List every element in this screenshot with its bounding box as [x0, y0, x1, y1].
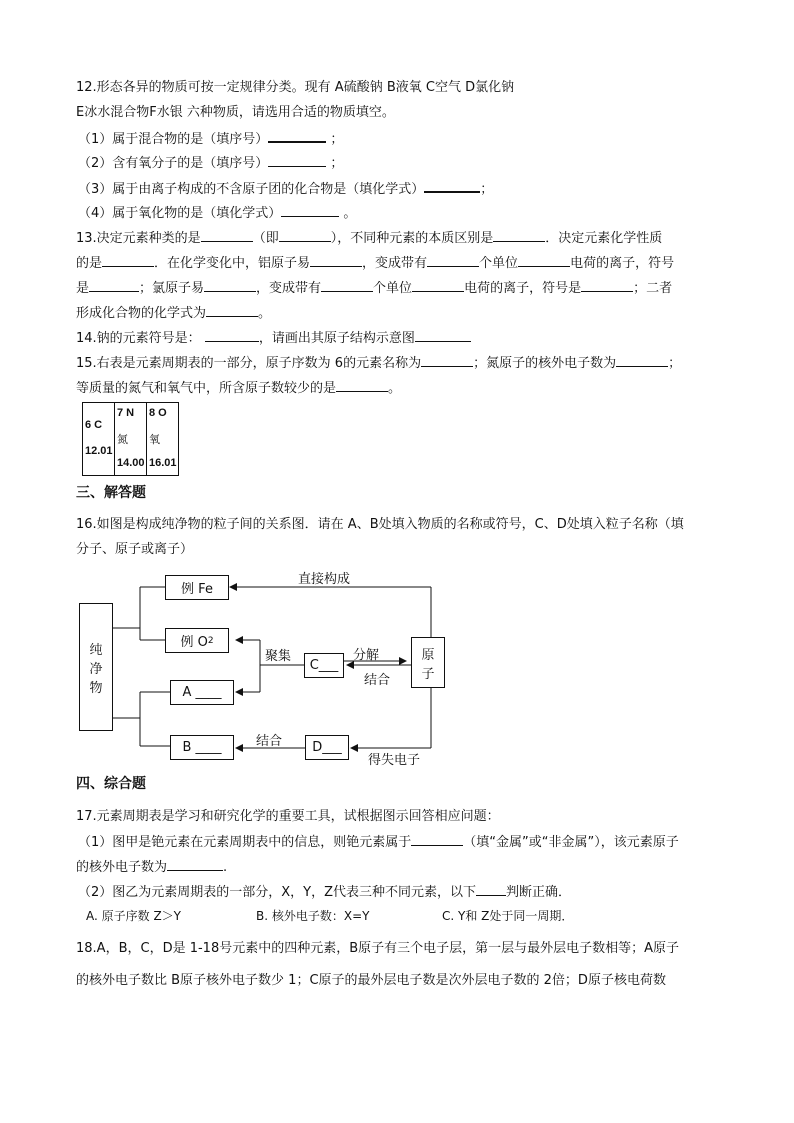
q18-line-1: 18.A，B，C，D是 1-18号元素中的四种元素，B原子有三个电子层，第一层与最外层电子数相等；A原子: [76, 941, 680, 956]
label-combine-2: 结合: [256, 734, 283, 749]
q16-line-2: 分子、原子或离子）: [76, 542, 194, 557]
answer-blank[interactable]: [268, 129, 326, 143]
label-combine: 结合: [364, 673, 391, 688]
blank-c-box[interactable]: C___: [304, 653, 344, 678]
answer-blank[interactable]: [424, 179, 480, 193]
q12-sub-2: （2）含有氧分子的是（填序号） ；: [78, 156, 344, 171]
q17-line-1: 17.元素周期表是学习和研究化学的重要工具，试根据图示回答相应问题：: [76, 809, 500, 824]
q12-sub-1: （1）属于混合物的是（填序号） ；: [78, 129, 343, 149]
element-cell-o: 8 O 氧 16.01: [147, 403, 179, 476]
answer-blank[interactable]: [268, 154, 326, 167]
answer-blank[interactable]: [427, 254, 479, 267]
answer-blank[interactable]: [310, 254, 362, 267]
answer-blank[interactable]: [279, 229, 331, 242]
periodic-table-fragment: [82, 402, 179, 476]
example-o2-box: 例 O 2: [165, 628, 229, 653]
q17-line-4: （2）图乙为元素周期表的一部分，X，Y，Z代表三种不同元素，以下 判断正确．: [78, 885, 572, 900]
answer-blank[interactable]: [206, 304, 258, 317]
answer-blank[interactable]: [476, 883, 506, 896]
q17-line-2: （1）图甲是铯元素在元素周期表中的信息，则铯元素属于 （填“金属”或“非金属”），该元素原子: [78, 835, 679, 850]
label-gain-lose-electrons: 得失电子: [368, 753, 421, 768]
answer-blank[interactable]: [412, 279, 464, 292]
section-heading-3: 三、解答题: [76, 485, 146, 501]
element-cell-c: 6 C 12.01: [83, 403, 115, 476]
atom-box: 原 子: [411, 637, 445, 688]
answer-blank[interactable]: [415, 329, 471, 342]
q12-line-2: E冰水混合物F水银 六种物质，请选用合适的物质填空。: [76, 105, 395, 120]
q12-sub-4: （4）属于氧化物的是（填化学式） 。: [78, 206, 357, 221]
example-fe-box: 例 Fe: [165, 575, 229, 600]
answer-blank[interactable]: [281, 204, 339, 217]
blank-a-box[interactable]: A ____: [170, 680, 234, 705]
q13-line-2: 的是 ．在化学变化中，铝原子易 ，变成带有 个单位 电荷的离子，符号: [76, 256, 675, 271]
q18-line-2: 的核外电子数比 B原子核外电子数少 1；C原子的最外层电子数是次外层电子数的 2倍；D原子核电荷数: [76, 973, 666, 988]
answer-blank[interactable]: [167, 858, 223, 871]
q17-line-3: 的核外电子数为 .: [76, 860, 228, 875]
answer-blank[interactable]: [493, 229, 545, 242]
element-cell-n: 7 N 氮 14.00: [115, 403, 147, 476]
answer-blank[interactable]: [518, 254, 570, 267]
option-c[interactable]: C. Y和 Z处于同一周期．: [442, 909, 574, 923]
answer-blank[interactable]: [89, 279, 139, 292]
option-a[interactable]: A. 原子序数 Z＞Y: [86, 909, 181, 923]
q12-sub-3: （3）属于由离子构成的不含原子团的化合物是（填化学式） ；: [78, 179, 493, 199]
blank-b-box[interactable]: B ____: [170, 735, 234, 760]
label-direct-compose: 直接构成: [298, 572, 351, 587]
answer-blank[interactable]: [421, 354, 473, 367]
q13-line-3: 是 ；氯原子易 ，变成带有 个单位 电荷的离子，符号是 ；二者: [76, 281, 673, 296]
q13-line-1: 13.决定元素种类的是 （即 ），不同种元素的本质区别是 ．决定元素化学性质: [76, 231, 663, 246]
option-b[interactable]: B. 核外电子数：X=Y: [256, 909, 370, 923]
answer-blank[interactable]: [201, 229, 253, 242]
answer-blank[interactable]: [581, 279, 633, 292]
section-heading-4: 四、综合题: [76, 776, 146, 792]
q13-line-4: 形成化合物的化学式为 。: [76, 306, 272, 321]
pure-substance-box: 纯 净 物: [79, 603, 113, 731]
answer-blank[interactable]: [102, 254, 154, 267]
q14-line: 14.钠的元素符号是： ，请画出其原子结构示意图: [76, 329, 471, 348]
q15-line-1: 15.右表是元素周期表的一部分，原子序数为 6的元素名称为 ；氮原子的核外电子数为 ；: [76, 356, 682, 371]
answer-blank[interactable]: [616, 354, 668, 367]
answer-blank[interactable]: [411, 833, 463, 846]
particle-relationship-diagram: [76, 568, 448, 768]
blank-d-box[interactable]: D___: [305, 735, 349, 760]
answer-blank[interactable]: [205, 329, 259, 342]
answer-blank[interactable]: [336, 379, 388, 392]
q15-line-2: 等质量的氮气和氧气中，所含原子数较少的是 。: [76, 381, 402, 396]
q16-line-1: 16.如图是构成纯净物的粒子间的关系图．请在 A、B处填入物质的名称或符号，C、D处填入粒子名称（填: [76, 517, 684, 532]
q12-line-1: 12.形态各异的物质可按一定规律分类。现有 A硫酸钠 B液氧 C空气 D氯化钠: [76, 80, 515, 95]
answer-blank[interactable]: [204, 279, 256, 292]
answer-blank[interactable]: [321, 279, 373, 292]
label-gather: 聚集: [265, 649, 292, 664]
label-split: 分解: [353, 648, 380, 663]
